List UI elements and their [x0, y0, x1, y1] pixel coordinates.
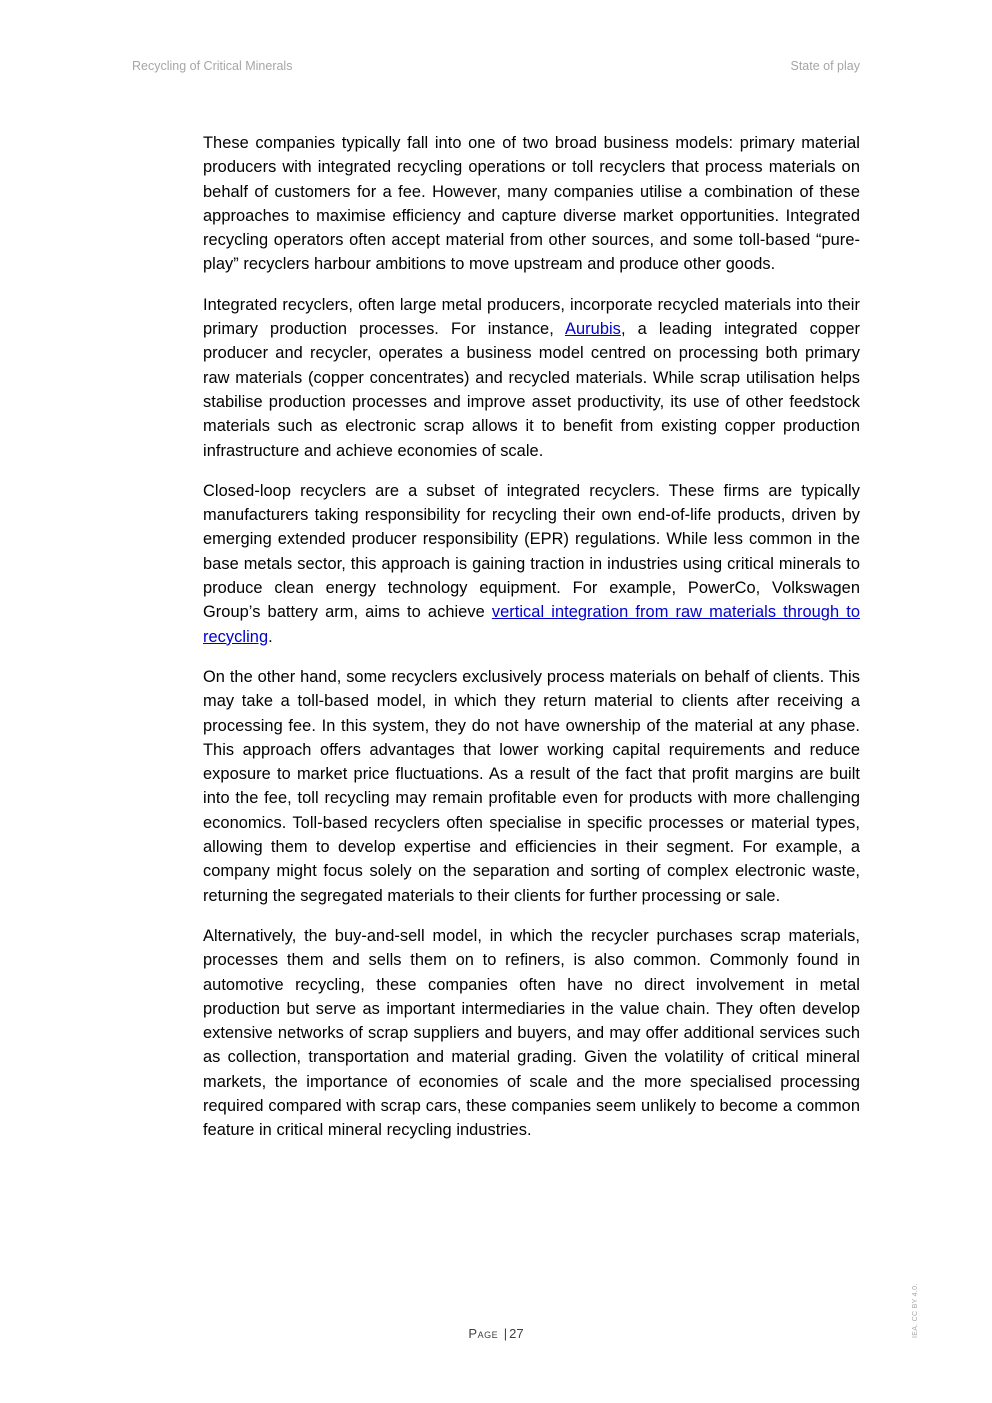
- paragraph-text: , a leading integrated copper producer and recycler, operates a business model centred on processing both primary raw materials (copper concentrates) and recycled materials. While scrap utilisation helps stabilise production processes and improve asset productivity, its use of other feedstock materials such as electronic scrap allows it to benefit from existing copper production infrastructure and achieve economies of scale.: [203, 320, 860, 460]
- aurubis-link[interactable]: Aurubis: [565, 320, 621, 339]
- page-separator: |: [503, 1326, 508, 1341]
- page-label: Page: [468, 1326, 499, 1341]
- paragraph-closed-loop-recyclers: [203, 479, 860, 649]
- paragraph-business-models: These companies typically fall into one of two broad business models: primary material producers with integrated recycling operations or toll recyclers that process materials on behalf of customers for a fee. However, many companies utilise a combination of these approaches to maximise efficiency and capture diverse market opportunities. Integrated recycling operators often accept material from other sources, and some toll-based “pure-play” recyclers harbour ambitions to move upstream and produce other goods.: [203, 134, 860, 274]
- paragraph-integrated-recyclers: [203, 293, 860, 463]
- running-header-title: Recycling of Critical Minerals: [132, 59, 293, 73]
- paragraph-buy-and-sell: Alternatively, the buy-and-sell model, in which the recycler purchases scrap materials, processes them and sells them on to refiners, is also common. Commonly found in automotive recycling, these companies often have no direct involvement in metal production but serve as important intermediaries in the value chain. They often develop extensive networks of scrap suppliers and buyers, and may offer additional services such as collection, transportation and material grading. Given the volatility of critical mineral markets, the importance of economies of scale and the more specialised processing required compared with scrap cars, these companies seem unlikely to become a common feature in critical mineral recycling industries.: [203, 926, 860, 1140]
- main-text: [203, 131, 860, 1159]
- paragraph-text: Integrated recyclers, often large metal producers, incorporate recycled materials into their primary production processes. For instance,: [203, 295, 860, 339]
- license-credit: IEA. CC BY 4.0.: [912, 1283, 919, 1338]
- page-number: 27: [509, 1326, 524, 1341]
- paragraph-text: .: [268, 627, 273, 646]
- vertical-integration-link[interactable]: vertical integration from raw materials through to recycling: [203, 603, 860, 646]
- paragraph-text: Closed-loop recyclers are a subset of integrated recyclers. These firms are typically manufacturers taking responsibility for recycling their own end-of-life products, driven by emerging extended producer responsibility (EPR) regulations. While less common in the base metals sector, this approach is gaining traction in industries using critical minerals to produce clean energy technology equipment. For example, PowerCo, Volkswagen Group’s battery arm, aims to achieve: [203, 481, 860, 622]
- paragraph-toll-recyclers: On the other hand, some recyclers exclusively process materials on behalf of clients. This may take a toll-based model, in which they return material to clients after receiving a processing fee. In this system, they do not have ownership of the material at any phase. This approach offers advantages that lower working capital requirements and reduce exposure to market price fluctuations. As a result of the fact that profit margins are built into the fee, toll recycling may remain profitable even for products with more challenging economics. Toll-based recyclers often specialise in specific processes or material types, allowing them to develop expertise and efficiencies in their segment. For example, a company might focus solely on the separation and sorting of complex electronic waste, returning the segregated materials to their clients for further processing or sale.: [203, 667, 860, 905]
- page-footer: [0, 1326, 992, 1341]
- running-header-section: State of play: [790, 59, 860, 73]
